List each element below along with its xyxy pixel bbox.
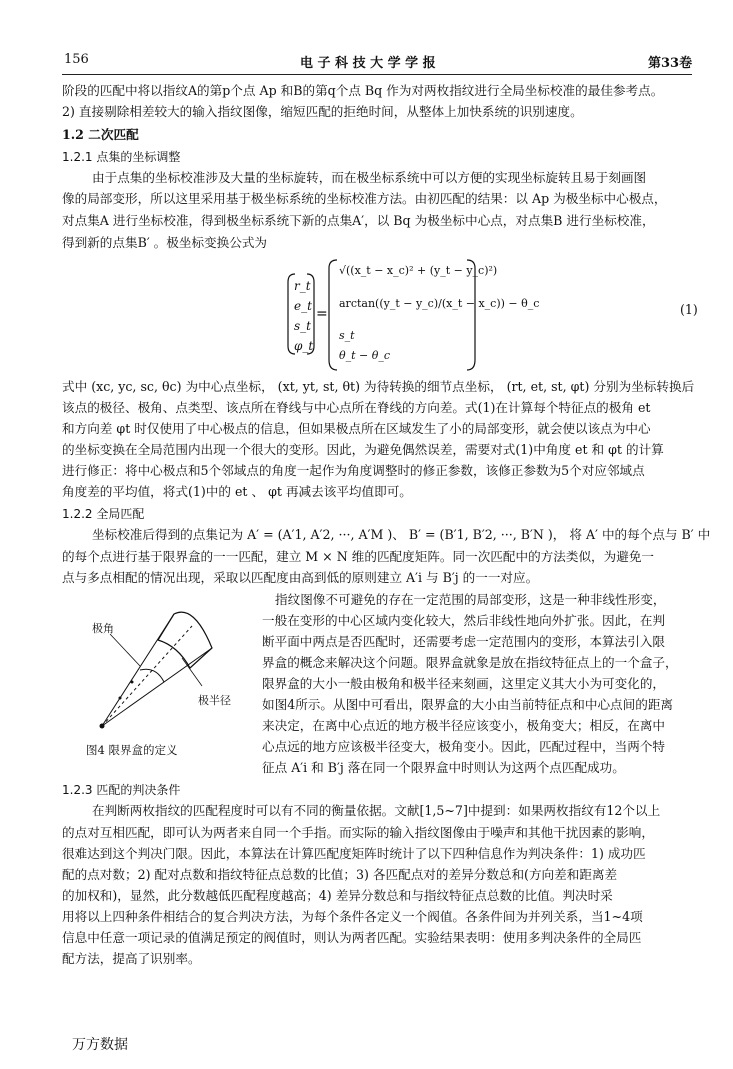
volume-label: 第33卷: [648, 56, 693, 71]
s122-p2-line: 心点远的地方应该极半径变大，极角变小。因此，匹配过程中，当两个特: [262, 739, 665, 754]
s122-p1-line: 坐标校准后得到的点集记为 A′ = (A′1, A′2, ···, A′M )、 B′ = (B′1, B′2, ···, B′N )， 将 A′ 中的每个点与 B′ 中: [92, 527, 711, 542]
eq-rhs-angle: arctan((y_t − y_c)/(x_t − x_c)) − θ_c: [339, 297, 540, 310]
s121-p2-line: 该点的极径、极角、点类型、该点所在脊线与中心点所在脊线的方向差。式(1)在计算每个特征点的极角 et: [62, 400, 651, 415]
eq-lhs-phi: φ_t: [294, 339, 314, 353]
s123-p1-line: 在判断两枚指纹的匹配程度时可以有不同的衡量依据。文献[1,5~7]中提到：如果两枚指纹有12个以上: [92, 803, 661, 818]
bounding-box-diagram: [62, 596, 242, 746]
equation-1: [285, 256, 540, 374]
eq-rhs-type: s_t: [339, 329, 355, 342]
s123-p1-line: 配方法，提高了识别率。: [62, 951, 201, 966]
s122-p1-line: 的每个点进行基于限界盒的一一匹配，建立 M × N 维的匹配度矩阵。同一次匹配中的方法类似，为避免一: [62, 549, 655, 564]
s121-p2-line: 和方向差 φt 时仅使用了中心极点的信息，但如果极点所在区域发生了小的局部变形，就会使以该点为中心: [62, 421, 651, 436]
s122-p2-line: 界盒的概念来解决这个问题。限界盒就象是放在指纹特征点上的一个盒子，: [262, 655, 678, 670]
s122-p2-line: 指纹图像不可避免的存在一定范围的局部变形，这是一种非线性形变，: [275, 592, 666, 607]
s123-p1-line: 信息中任意一项记录的值满足预定的阀值时，则认为两者匹配。实验结果表明：使用多判决条件的全局匹: [62, 930, 642, 945]
intro-line-2: 2) 直接剔除相差较大的输入指纹图像，缩短匹配的拒绝时间，从整体上加快系统的识别速度。: [62, 104, 583, 119]
s121-p1-line: 像的局部变形，所以这里采用基于极坐标系统的坐标校准方法。由初匹配的结果：以 Ap 为极坐标中心极点，: [62, 191, 667, 206]
s121-p1-line: 对点集A 进行坐标校准，得到极坐标系统下新的点集A′，以 Bq 为极坐标中心点，对点集B 进行坐标校准，: [62, 213, 655, 228]
label-polar-angle: 极角: [92, 622, 114, 635]
header-rule: [62, 74, 692, 75]
figure-4: [62, 596, 242, 766]
s122-p2-line: 断平面中两点是否匹配时，还需要考虑一定范围内的变形，本算法引入限: [262, 634, 665, 649]
s123-p1-line: 的点对互相匹配，即可认为两者来自同一个手指。而实际的输入指纹图像由于噪声和其他干扰因素的影响，: [62, 825, 654, 840]
s122-p2-line: 来决定，在离中心点近的地方极半径应该变小，极角变大；相反，在离中: [262, 718, 665, 733]
s121-p1-line: 得到新的点集B′ 。极坐标变换公式为: [62, 235, 268, 250]
s121-p2-line: 角度差的平均值，将式(1)中的 et 、 φt 再减去该平均值即可。: [62, 484, 412, 499]
s121-p2-line: 式中 (xc, yc, sc, θc) 为中心点坐标， (xt, yt, st, θt) 为待转换的细节点坐标， (rt, et, st, φt) 分别为坐标转换后: [62, 379, 695, 394]
eq-lhs-s: s_t: [294, 319, 311, 333]
s121-p1-line: 由于点集的坐标校准涉及大量的坐标旋转，而在极坐标系统中可以方便的实现坐标旋转且易于刻画图: [92, 170, 647, 185]
s122-p2-line: 征点 A′i 和 B′j 落在同一个限界盒中时则认为这两个点匹配成功。: [262, 760, 625, 775]
label-polar-radius: 极半径: [198, 694, 231, 707]
section-1-2-3-title: 1.2.3 匹配的判决条件: [62, 783, 181, 797]
s123-p1-line: 用将以上四种条件相结合的复合判决方法，为每个条件各定义一个阀值。各条件间为并列关系，当1~4项: [62, 909, 643, 924]
page-number: 156: [64, 52, 89, 67]
s122-p2-line: 限界盒的大小一般由极角和极半径来刻画，这里定义其大小为可变化的，: [262, 676, 665, 691]
intro-line-1: 阶段的匹配中将以指纹A的第p个点 Ap 和B的第q个点 Bq 作为对两枚指纹进行全局坐标校准的最佳参考点。: [62, 83, 664, 98]
section-1-2-2-title: 1.2.2 全局匹配: [62, 507, 145, 521]
s122-p2-line: 如图4所示。从图中可看出，限界盒的大小由当前特征点和中心点间的距离: [262, 697, 674, 712]
s123-p1-line: 很难达到这个判决门限。因此，本算法在计算匹配度矩阵时统计了以下四种信息作为判决条件：1) 成功匹: [62, 846, 646, 861]
eq-rhs-direction: θ_t − θ_c: [339, 349, 391, 362]
figure-caption: 图4 限界盒的定义: [86, 743, 178, 757]
s123-p1-line: 的加权和)，显然，此分数越低匹配程度越高；4) 差异分数总和与指纹特征点总数的比值。判决时采: [62, 888, 613, 903]
s122-p1-line: 点与多点相配的情况出现，采取以匹配度由高到低的原则建立 A′i 与 B′j 的一一对应。: [62, 570, 539, 585]
eq-lhs-e: e_t: [294, 299, 312, 313]
s121-p2-line: 的坐标变换在全局范围内出现一个很大的变形。因此，为避免偶然误差，需要对式(1)中角度 et 和 φt 的计算: [62, 442, 664, 457]
journal-title: 电 子 科 技 大 学 学 报: [300, 56, 436, 71]
s122-p2-line: 一般在变形的中心区域内变化较大，然后非线性地向外扩张。因此，在判: [262, 613, 665, 628]
s123-p1-line: 配的点对数；2) 配对点数和指纹特征点总数的比值；3) 各匹配点对的差异分数总和(方向差和距离差: [62, 867, 618, 882]
s121-p2-line: 进行修正：将中心极点和5个邻域点的角度一起作为角度调整时的修正参数，该修正参数为5个对应邻域点: [62, 463, 645, 478]
eq-lhs-r: r_t: [294, 279, 311, 293]
equation-number: (1): [680, 302, 698, 317]
svg-text:=: =: [316, 306, 328, 322]
eq-rhs-radius: √((x_t − x_c)² + (y_t − y_c)²): [339, 264, 498, 277]
section-1-2-title: 1.2 二次匹配: [62, 127, 139, 142]
section-1-2-1-title: 1.2.1 点集的坐标调整: [62, 150, 181, 164]
footer-watermark: 万方数据: [72, 1037, 128, 1053]
